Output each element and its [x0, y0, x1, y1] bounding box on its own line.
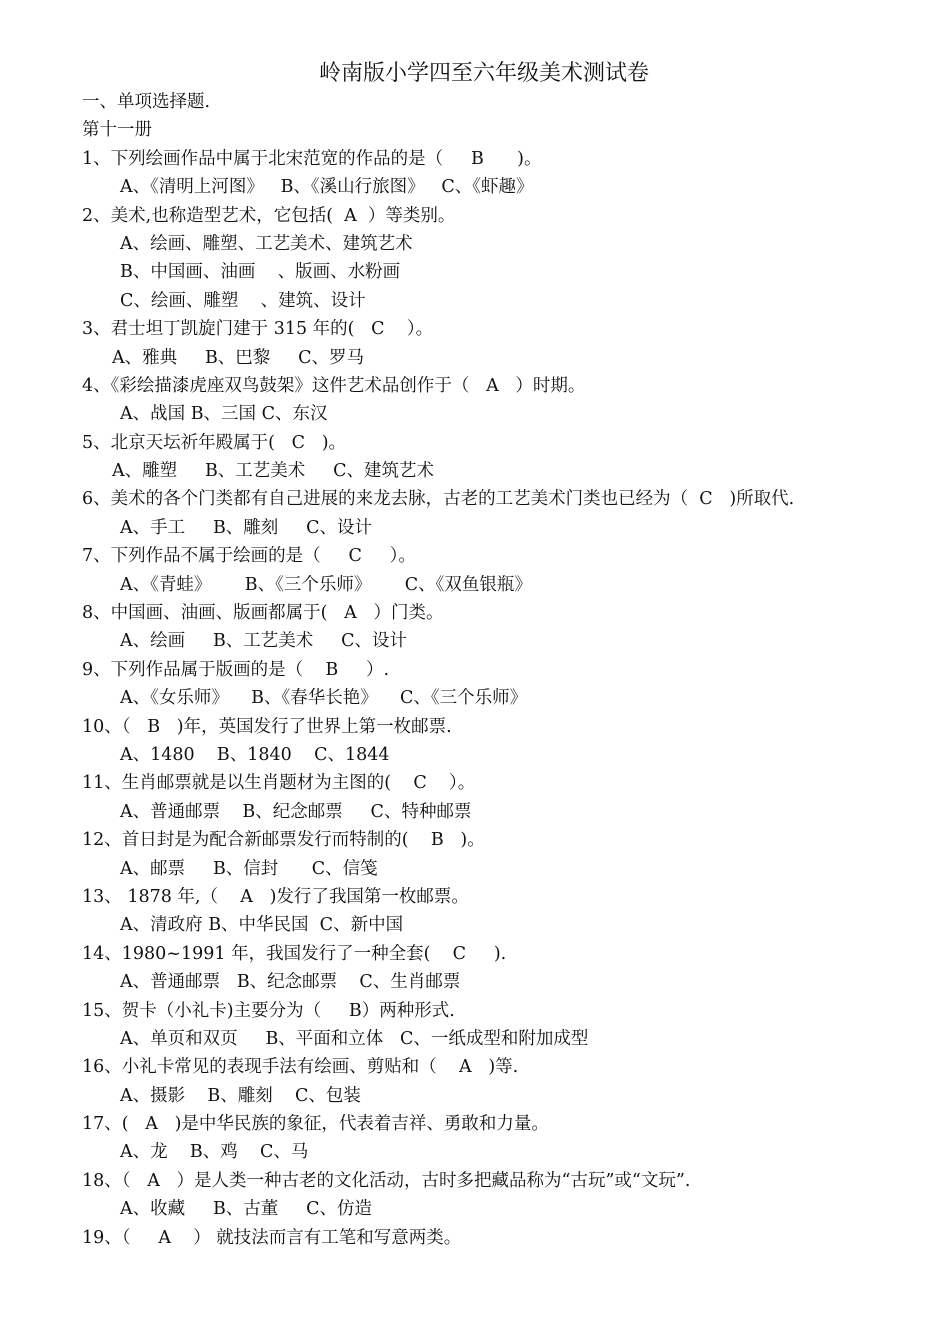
- question-10: 10、（ B )年，英国发行了世界上第一枚邮票.: [82, 716, 452, 737]
- question-19: 19、（ A ） 就技法而言有工笔和写意两类。: [82, 1227, 462, 1248]
- question-15: 15、贺卡（小礼卡)主要分为（ B）两种形式.: [82, 1000, 455, 1021]
- page-title: 岭南版小学四至六年级美术测试卷: [318, 61, 649, 86]
- question-17: 17、( A )是中华民族的象征，代表着吉祥、勇敢和力量。: [82, 1114, 549, 1135]
- question-14-options: A、普通邮票 B、纪念邮票 C、生肖邮票: [120, 972, 461, 993]
- question-15-options: A、单页和双页 B、平面和立体 C、一纸成型和附加成型: [120, 1028, 589, 1049]
- question-13: 13、 1878 年,（ A )发行了我国第一枚邮票。: [82, 886, 469, 907]
- question-8-options: A、绘画 B、工艺美术 C、设计: [120, 631, 408, 652]
- question-2-option-c: C、绘画、雕塑 、建筑、设计: [120, 290, 366, 311]
- question-5: 5、北京天坛祈年殿属于( C )。: [82, 432, 347, 453]
- question-14: 14、1980~1991 年，我国发行了一种全套( C ).: [82, 943, 507, 964]
- volume-heading: 第十一册: [82, 120, 152, 141]
- question-18: 18、（ A ）是人类一种古老的文化活动，古时多把藏品称为“古玩”或“文玩”.: [82, 1170, 691, 1191]
- section-heading: 一、单项选择题.: [82, 92, 211, 112]
- question-4-options: A、战国 B、三国 C、东汉: [120, 404, 328, 425]
- question-17-options: A、龙 B、鸡 C、马: [120, 1142, 309, 1163]
- question-16-options: A、摄影 B、雕刻 C、包装: [120, 1085, 361, 1106]
- question-13-options: A、清政府 B、中华民国 C、新中国: [120, 915, 404, 936]
- question-2-option-b: B、中国画、油画 、版画、水粉画: [120, 262, 401, 283]
- question-18-options: A、收藏 B、古董 C、仿造: [120, 1199, 373, 1220]
- question-6: 6、美术的各个门类都有自己进展的来龙去脉，古老的工艺美术门类也已经为（ C )所取代.: [82, 489, 795, 510]
- question-4: 4、《彩绘描漆虎座双鸟鼓架》这件艺术品创作于（ A ）时期。: [82, 375, 586, 396]
- question-1-options: A、《清明上河图》 B、《溪山行旅图》 C、《虾趣》: [120, 177, 534, 198]
- question-11: 11、生肖邮票就是以生肖题材为主图的( C ）。: [82, 773, 476, 794]
- question-5-options: A、雕塑 B、工艺美术 C、建筑艺术: [112, 461, 435, 482]
- question-9-options: A、《女乐师》 B、《春华长艳》 C、《三个乐师》: [120, 688, 528, 709]
- question-7-options: A、《青蛙》 B、《三个乐师》 C、《双鱼银瓶》: [120, 574, 532, 595]
- question-1: 1、下列绘画作品中属于北宋范宽的作品的是（ B )。: [82, 148, 542, 169]
- question-12-options: A、邮票 B、信封 C、信笺: [120, 858, 378, 879]
- question-2: 2、美术,也称造型艺术，它包括( A ）等类别。: [82, 205, 456, 226]
- question-11-options: A、普通邮票 B、纪念邮票 C、特种邮票: [120, 801, 472, 822]
- question-8: 8、中国画、油画、版画都属于( A ）门类。: [82, 603, 444, 624]
- document-body: [82, 88, 922, 1252]
- question-10-options: A、1480 B、1840 C、1844: [120, 744, 390, 765]
- question-2-option-a: A、绘画、雕塑、工艺美术、建筑艺术: [120, 233, 413, 254]
- question-7: 7、下列作品不属于绘画的是（ C ）。: [82, 546, 416, 567]
- question-6-options: A、手工 B、雕刻 C、设计: [120, 517, 373, 538]
- question-12: 12、首日封是为配合新邮票发行而特制的( B )。: [82, 830, 485, 851]
- question-3: 3、君士坦丁凯旋门建于 315 年的( C ）。: [82, 319, 434, 340]
- question-3-options: A、雅典 B、巴黎 C、罗马: [112, 347, 365, 368]
- question-16: 16、小礼卡常见的表现手法有绘画、剪贴和（ A )等.: [82, 1057, 519, 1078]
- question-9: 9、下列作品属于版画的是（ B ）.: [82, 659, 390, 680]
